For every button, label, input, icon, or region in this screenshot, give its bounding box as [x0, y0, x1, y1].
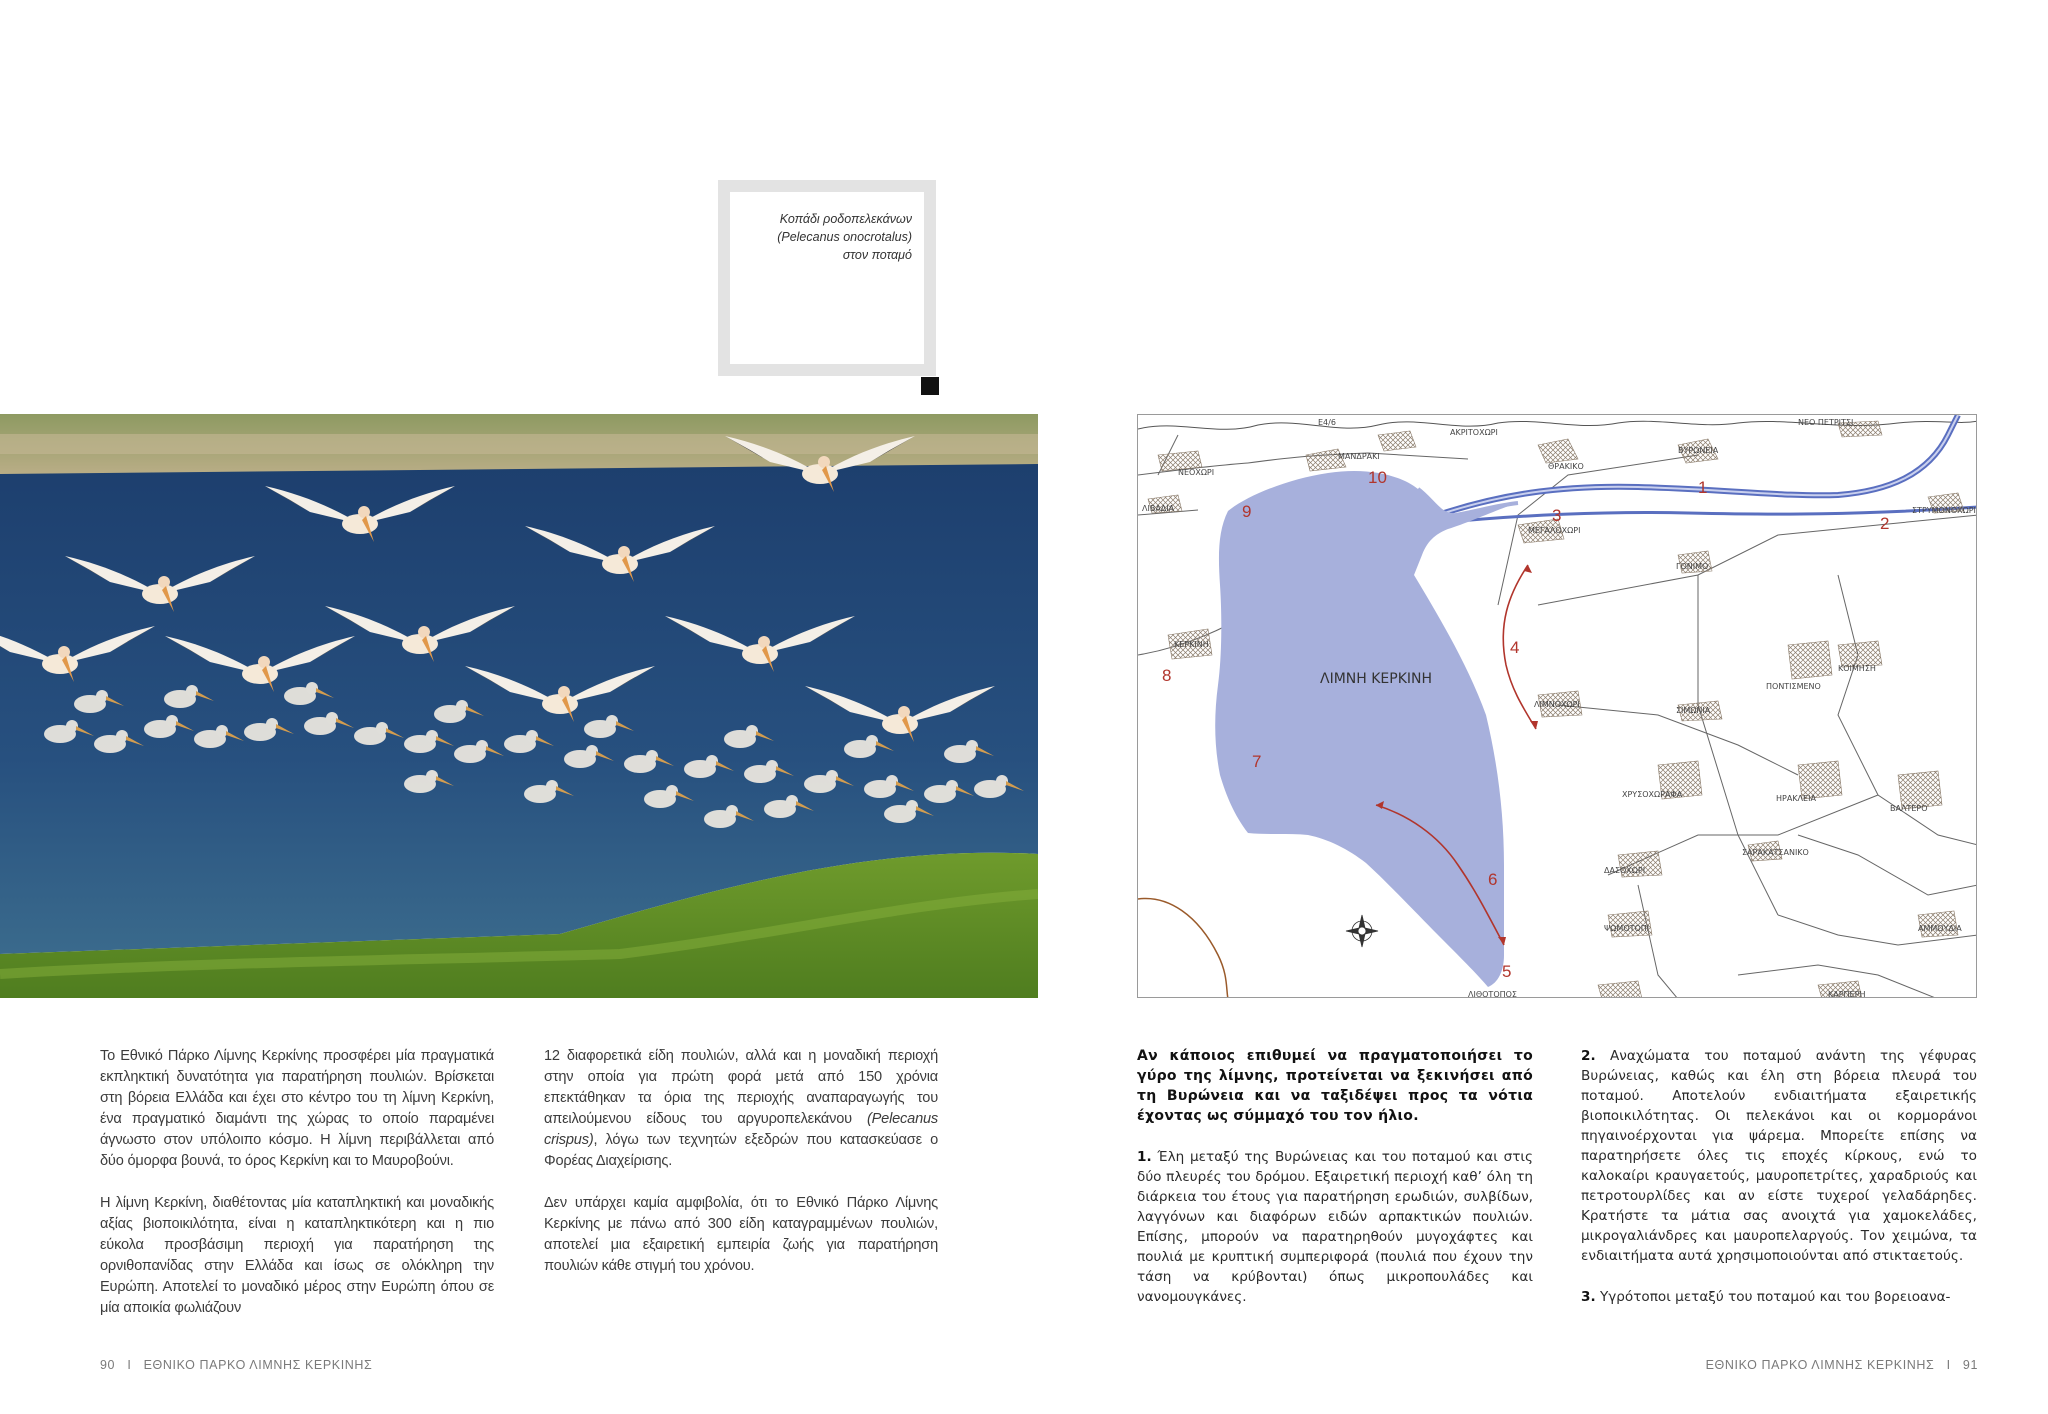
route-item-3-number: 3.	[1581, 1289, 1596, 1305]
map-label-dasochori: ΔΑΣΟΧΩΡΙ	[1604, 866, 1646, 875]
left-col2-paragraph-2: Δεν υπάρχει καμία αμφιβολία, ότι το Εθνικό Πάρκο Λίμνης Κερκίνης με πάνω από 300 είδη καταγραμμένων πουλιών, αποτελεί μια εξαιρετική εμπειρία ζωής για παρατήρηση πουλιών κάθε στιγμή του χρόνου.	[544, 1195, 938, 1274]
footer-right-title: ΕΘΝΙΚΟ ΠΑΡΚΟ ΛΙΜΝΗΣ ΚΕΡΚΙΝΗΣ	[1705, 1358, 1935, 1372]
left-col2-text-b: , λόγω των τεχνητών εξεδρών που κατασκεύασε ο Φορέας Διαχείρισης.	[544, 1132, 938, 1169]
route-item-2-number: 2.	[1581, 1048, 1596, 1064]
map-label-pontismeno: ΠΟΝΤΙΣΜΕΝΟ	[1766, 682, 1821, 691]
route-item-2-text: Αναχώματα του ποταμού ανάντη της γέφυρας Βυρώνειας, καθώς και έλη στη βόρεια πλευρά του ποταμού. Αποτελούν ενδιαιτήματα εξαιρετικής βιοποικιλότητας. Οι πελεκάνοι και οι κορμοράνοι πηγαινοέρχονται για ψάρεμα. Μπορείτε επίσης να παρατηρήσετε όλες τις εποχές κίρκους, ενώ το καλοκαίρι κραυγαετούς, μαυροπετρίτες, χαραδριούς και πετροτουρλίδες και αν είστε τυχεροί γελαδάρηδες. Κρατήστε τα μάτια σας ανοιχτά για χαμοκελάδες, μικρογαλιάνδρες και μαυροπελαργούς. Τον χειμώνα, τα ενδιαιτήματα αυτά χρησιμοποιούνται από στικταετούς.	[1581, 1048, 1977, 1264]
page-number-left: 90	[100, 1358, 116, 1372]
map-point-1: 1	[1698, 478, 1708, 497]
map-label-psomotopi: ΨΩΜΟΤΟΠΙ	[1604, 924, 1650, 933]
map-label-lithotopos: ΛΙΘΟΤΟΠΟΣ	[1468, 990, 1517, 998]
right-column-1	[1137, 1046, 1533, 1328]
map-point-8: 8	[1162, 666, 1172, 685]
map-label-iraklia: ΗΡΑΚΛΕΙΑ	[1776, 794, 1816, 803]
route-item-3	[1581, 1287, 1977, 1307]
species-name: (Pelecanus crispus)	[544, 1111, 938, 1148]
route-item-1	[1137, 1147, 1533, 1307]
map-point-6: 6	[1488, 870, 1498, 889]
photo-caption	[742, 210, 912, 264]
map-label-sarakatsaniko: ΣΑΡΑΚΑΤΣΑΝΙΚΟ	[1742, 848, 1809, 857]
pelican-photo	[0, 414, 1038, 998]
caption-line-2: (Pelecanus onocrotalus)	[777, 230, 912, 244]
map-label-gonimo: ΓΟΝΙΜΟ	[1676, 562, 1709, 571]
map-label-thrakiko: ΘΡΑΚΙΚΟ	[1548, 462, 1584, 471]
route-intro: Αν κάποιος επιθυμεί να πραγματοποιήσει το γύρο της λίμνης, προτείνεται να ξεκινήσει από τη Βυρώνεια και να ταξιδέψει προς τα νότια έχοντας ως σύμμαχό του τον ήλιο.	[1137, 1048, 1533, 1124]
map-point-5: 5	[1502, 962, 1512, 981]
map-label-simonia: ΣΙΜΩΝΙΑ	[1676, 706, 1711, 715]
map-point-4: 4	[1510, 638, 1520, 657]
route-item-3-text: Υγρότοποι μεταξύ του ποταμού και του βορειοανα-	[1599, 1289, 1951, 1305]
caption-line-1: Κοπάδι ροδοπελεκάνων	[779, 212, 912, 226]
map-label-chrysochorafa: ΧΡΥΣΟΧΩΡΑΦΑ	[1622, 790, 1683, 799]
left-col1-paragraph-1: Το Εθνικό Πάρκο Λίμνης Κερκίνης προσφέρει μία πραγματικά εκπληκτική δυνατότητα για παρατήρηση πουλιών. Βρίσκεται στη βόρεια Ελλάδα και έχει στο κέντρο του τη λίμνη Κερκίνη, ένα πραγματικό διαμάντι της χώρας το οποίο παραμένει άγνωστο στον υπόλοιπο κόσμο. Η λίμνη περιβάλλεται από δύο όμορφα βουνά, το όρος Κερκίνη και το Μαυροβούνι.	[100, 1048, 494, 1169]
map-label-karperi: ΚΑΡΠΕΡΗ	[1828, 990, 1866, 998]
left-column-1	[100, 1046, 494, 1340]
map-label-livadia: ΛΙΒΑΔΙΑ	[1142, 504, 1175, 513]
footer-right-separator: I	[1946, 1358, 1951, 1372]
left-column-2	[544, 1046, 938, 1298]
map-label-koimisi: ΚΟΙΜΗΣΗ	[1838, 664, 1876, 673]
map-label-neochori: ΝΕΟΧΩΡΙ	[1178, 468, 1215, 477]
map-road-label: E4/6	[1318, 418, 1336, 427]
lake-kerkini-map	[1137, 414, 1977, 998]
left-col1-paragraph-2: Η λίμνη Κερκίνη, διαθέτοντας μία καταπληκτική και μοναδικής αξίας βιοποικιλότητα, είναι η καταπληκτικότερη και η πιο εύκολα προσβάσιμη περιοχή για παρατήρηση της ορνιθοπανίδας στην Ελλάδα και ίσως σε ολόκληρη την Ευρώπη. Αποτελεί το μοναδικό μέρος στην Ευρώπη όπου σε μία αποικία φωλιάζουν	[100, 1195, 494, 1316]
map-lake-label: ΛΙΜΝΗ ΚΕΡΚΙΝΗ	[1320, 671, 1433, 687]
map-point-2: 2	[1880, 514, 1890, 533]
map-label-vyroneia: ΒΥΡΩΝΕΙΑ	[1678, 446, 1719, 455]
map-point-9: 9	[1242, 502, 1252, 521]
map-point-10: 10	[1368, 468, 1387, 487]
map-label-limnochori: ΛΙΜΝΟΧΩΡΙ	[1534, 700, 1580, 709]
footer-right	[1706, 1358, 1978, 1372]
route-item-1-number: 1.	[1137, 1149, 1152, 1165]
left-col2-text-a: 12 διαφορετικά είδη πουλιών, αλλά και η μοναδική περιοχή στην οποία για πρώτη φορά μετά από 150 χρόνια επεκτάθηκαν τα όρια της περιοχής αναπαραγωγής του απειλούμενου είδους του αργυροπελεκάνου	[544, 1048, 938, 1127]
caption-marker	[921, 377, 939, 395]
map-point-3: 3	[1552, 506, 1562, 525]
map-label-neo-petritsi: ΝΕΟ ΠΕΤΡΙΤΣΙ	[1798, 418, 1854, 427]
page-number-right: 91	[1962, 1358, 1978, 1372]
map-point-7: 7	[1252, 752, 1262, 771]
route-item-2	[1581, 1046, 1977, 1266]
route-item-1-text: Έλη μεταξύ της Βυρώνειας και του ποταμού και στις δύο πλευρές του δρόμου. Εξαιρετική περιοχή καθ’ όλη τη διάρκεια του έτους για παρατήρηση ερωδιών, συλβίδων, λαγγόνων και διαφόρων ειδών αρπακτικών πουλιών. Επίσης, μπορούν να παρατηρηθούν μυγοχάφτες και πουλιά με κρυπτική συμπεριφορά (πουλιά που έχουν την τάση να κρύβονται) όπως μικροπουλάδες και νανομουγκάνες.	[1137, 1149, 1533, 1305]
map-label-akritochori: ΑΚΡΙΤΟΧΩΡΙ	[1450, 428, 1498, 437]
left-col2-paragraph-1	[544, 1046, 938, 1172]
right-column-2	[1581, 1046, 1977, 1328]
map-label-ammoudia: ΑΜΜΟΥΔΙΑ	[1918, 924, 1962, 933]
map-label-mandraki: ΜΑΝΔΡΑΚΙ	[1338, 452, 1380, 461]
map-label-valtero: ΒΑΛΤΕΡΟ	[1890, 804, 1928, 813]
map-label-strymonochori: ΣΤΡΥΜΟΝΟΧΩΡΙ	[1912, 506, 1976, 515]
footer-left	[100, 1358, 372, 1372]
footer-left-separator: I	[127, 1358, 132, 1372]
caption-line-3: στον ποταμό	[842, 248, 912, 262]
footer-left-title: ΕΘΝΙΚΟ ΠΑΡΚΟ ΛΙΜΝΗΣ ΚΕΡΚΙΝΗΣ	[143, 1358, 373, 1372]
map-label-kerkini: ΚΕΡΚΙΝΗ	[1174, 640, 1209, 649]
map-label-megalochori: ΜΕΓΑΛΟΧΩΡΙ	[1528, 526, 1581, 535]
photo-caption-box	[718, 180, 936, 376]
